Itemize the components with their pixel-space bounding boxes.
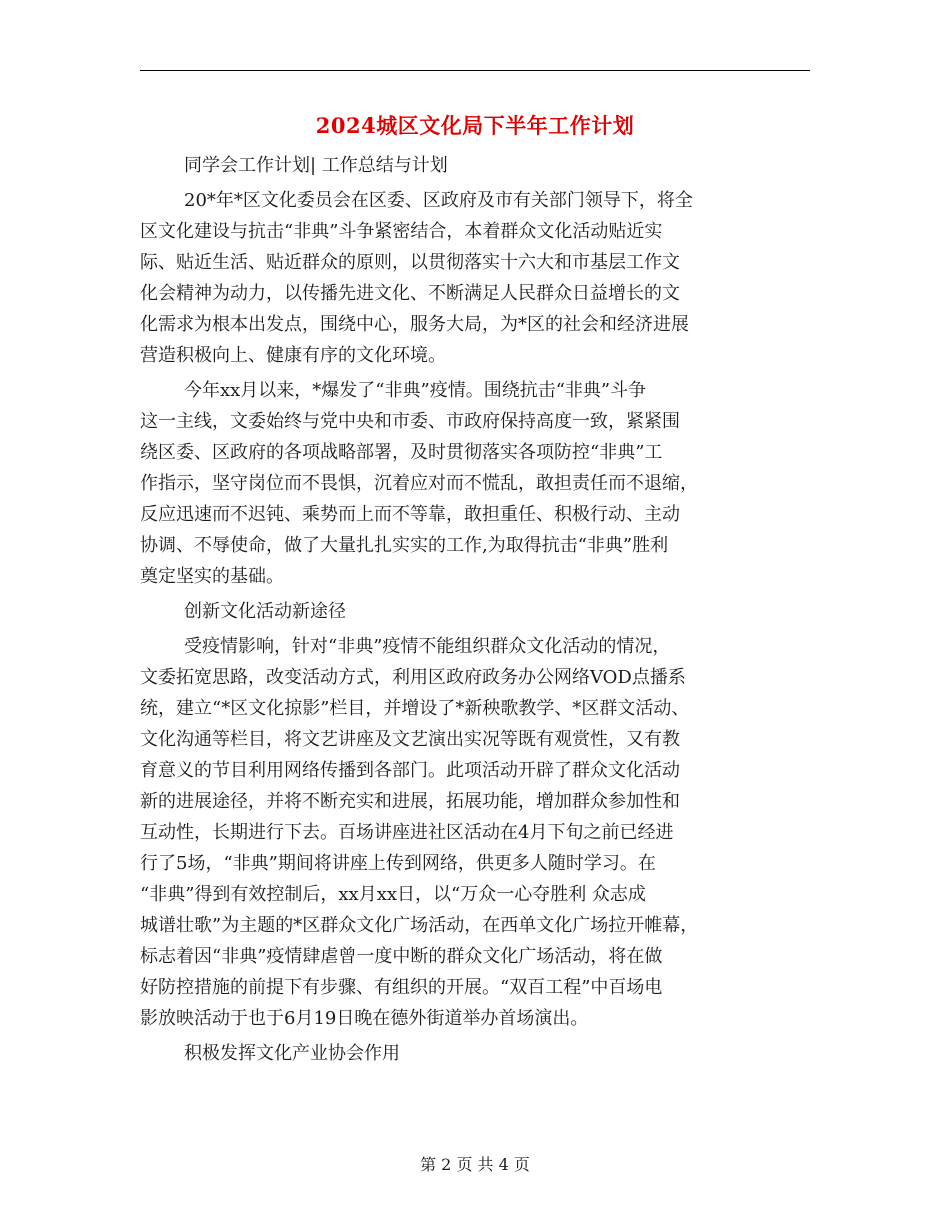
text-line: 20*年*区文化委员会在区委、区政府及市有关部门领导下，将全 [184, 190, 693, 211]
text-line: 际、贴近生活、贴近群众的原则，以贯彻落实十六大和市基层工作文 [140, 252, 680, 273]
text-line: “非典”得到有效控制后，xx月xx日，以“万众一心夺胜利 众志成 [140, 884, 646, 905]
text-line: 育意义的节目利用网络传播到各部门。此项活动开辟了群众文化活动 [140, 760, 680, 781]
text-line: 标志着因“非典”疫情肆虐曾一度中断的群众文化广场活动，将在做 [140, 946, 663, 967]
text-line: 化会精神为动力，以传播先进文化、不断满足人民群众日益增长的文 [140, 283, 680, 304]
text-line: 反应迅速而不迟钝、乘势而上而不等靠，敢担重任、积极行动、主动 [140, 504, 680, 525]
text-line: 受疫情影响，针对“非典”疫情不能组织群众文化活动的情况， [184, 636, 671, 657]
text-line: 影放映活动于也于6月19日晚在德外街道举办首场演出。 [140, 1008, 589, 1029]
text-line: 今年xx月以来，*爆发了“非典”疫情。围绕抗击“非典”斗争 [184, 380, 647, 401]
text-line: 文委拓宽思路，改变活动方式，利用区政府政务办公网络VOD点播系 [140, 667, 686, 688]
text-line: 新的进展途径，并将不断充实和进展，拓展功能，增加群众参加性和 [140, 791, 680, 812]
text-line: 行了5场，“非典”期间将讲座上传到网络，供更多人随时学习。在 [140, 853, 656, 874]
text-line: 协调、不辱使命，做了大量扎扎实实的工作,为取得抗击“非典”胜利 [140, 535, 669, 556]
document-title: 2024城区文化局下半年工作计划 [315, 113, 635, 138]
text-line: 统，建立“*区文化掠影”栏目，并增设了*新秧歌教学、*区群文活动、 [140, 698, 690, 719]
document-body [140, 150, 810, 1069]
text-line: 绕区委、区政府的各项战略部署，及时贯彻落实各项防控“非典”工 [140, 442, 663, 463]
text-line: 互动性，长期进行下去。百场讲座进社区活动在4月下旬之前已经进 [140, 822, 674, 843]
text-line: 奠定坚实的基础。 [140, 566, 284, 587]
page-footer: 第 2 页 共 4 页 [420, 1155, 530, 1174]
text-line: 化需求为根本出发点，围绕中心，服务大局，为*区的社会和经济进展 [140, 314, 689, 335]
text-line: 积极发挥文化产业协会作用 [184, 1043, 400, 1064]
text-line: 作指示，坚守岗位而不畏惧，沉着应对而不慌乱，敢担责任而不退缩， [140, 473, 698, 494]
text-line: 区文化建设与抗击“非典”斗争紧密结合，本着群众文化活动贴近实 [140, 221, 663, 242]
text-line: 好防控措施的前提下有步骤、有组织的开展。“双百工程”中百场电 [140, 977, 663, 998]
text-line: 这一主线，文委始终与党中央和市委、市政府保持高度一致，紧紧围 [140, 411, 680, 432]
text-line: 营造积极向上、健康有序的文化环境。 [140, 345, 446, 366]
text-line: 创新文化活动新途径 [184, 601, 346, 622]
text-line: 城谱壮歌”为主题的*区群众文化广场活动，在西单文化广场拉开帷幕， [140, 915, 699, 936]
header-rule [140, 70, 810, 71]
text-line: 文化沟通等栏目，将文艺讲座及文艺演出实况等既有观赏性，又有教 [140, 729, 680, 750]
text-line: 同学会工作计划| 工作总结与计划 [184, 155, 448, 176]
